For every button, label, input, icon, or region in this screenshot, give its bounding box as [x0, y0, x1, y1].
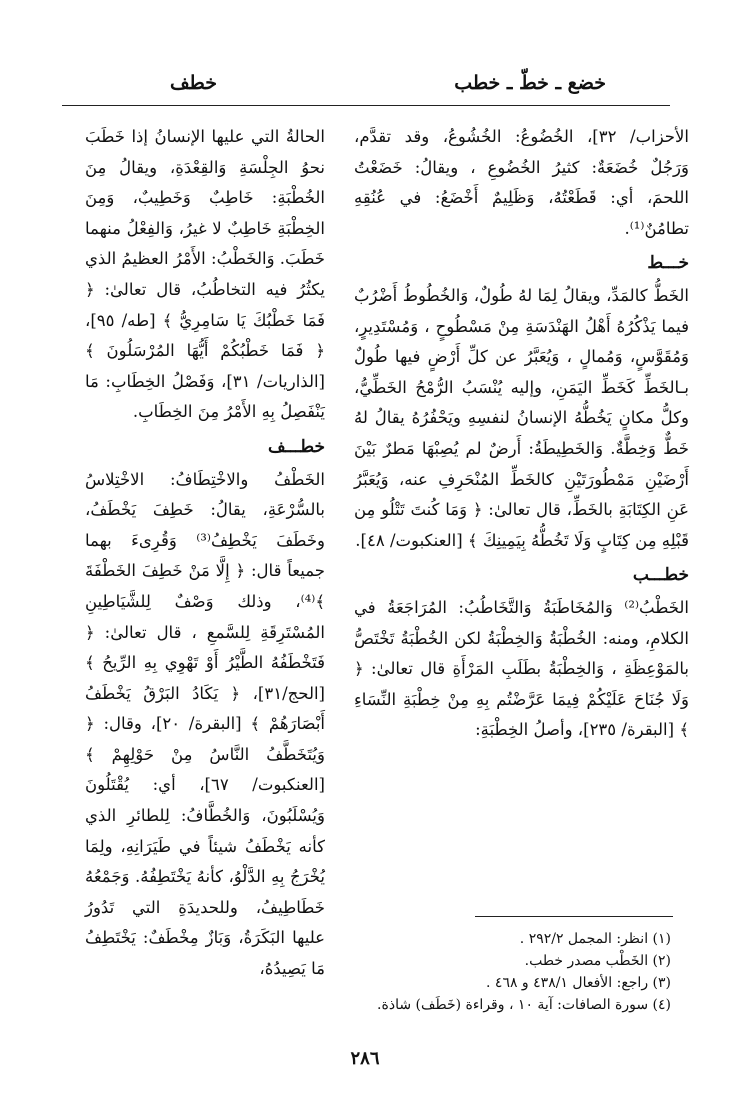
- paragraph: الحالةُ التي عليها الإنسانُ إذا خَطَبَ نحوُ الجِلْسَةِ وَالقِعْدَةِ، ويقالُ مِنَ الخُطْبَةِ: خَاطِبٌ وَخَطِيبٌ، وَمِنَ الخِطْبَةِ خَاطِبٌ لا غيرُ، وَالفِعْلُ منهما خَطَبَ. وَالخَطْبُ: الأَمْرُ العظيمُ الذي يكثُرُ فيه التخاطُبُ، قال تعالىٰ: ﴿ فَمَا خَطْبُكَ يَا سَامِرِيُّ ﴾ [طه/ ٩٥]، ﴿ فَمَا خَطْبُكُمْ أَيُّهَا المُرْسَلُونَ ﴾ [الذاريات/ ٣١]، وَفَصْلُ الخِطَابِ: مَا يَنْفَصِلُ بِهِ الأَمْرُ مِنَ الخِطَابِ.: [85, 127, 325, 422]
- footnote: (٣) راجع: الأفعال ٤٣٨/١ و ٤٦٨ .: [486, 975, 671, 991]
- running-header-right: خضع ـ خطّ ـ خطب: [454, 72, 606, 94]
- footnote: (٤) سورة الصافات: آية ١٠ ، وقراءة (خَطَف) شاذة.: [377, 997, 671, 1013]
- paragraph: الخَطُّ كالمَدِّ، ويقالُ لِمَا لهُ طُولٌ، وَالخُطُوطُ أَضْرُبٌ فيما يَذْكُرُهُ أَهْلُ الهَنْدَسَةِ مِنْ مَسْطُوحٍ ، وَمُسْتَدِيرٍ، وَمُقَوَّسٍ، وَمُمالٍ ، وَيُعَبَّرُ عن كلِّ أَرْضٍ فيها طُولٌ بـالخَطِّ كَخَطِّ اليَمَنِ، وإليه يُنْسَبُ الرُّمْحُ الخَطِّيُّ، وكلُّ مكانٍ يَخُطُّهُ الإنسانُ لنفسِهِ ويَحْفُرُهُ يقالُ لهُ خَطٌّ وَخِطَّةٌ. وَالخَطِيطَةُ: أَرضٌ لم يُصِبْهَا مَطرٌ بَيْنَ أَرْضَيْنِ مَمْطُورَتَيْنِ كالخَطِّ المُنْحَرِفِ عنه، وَيُعَبَّرُ عَنِ الكِتَابَةِ بالخَطِّ، قال تعالىٰ: ﴿ وَمَا كُنتَ تَتْلُو مِن قَبْلِهِ مِن كِتَابٍ وَلَا تَخُطُّهُ بِيَمِينِكَ ﴾ [العنكبوت/ ٤٨].: [354, 285, 689, 550]
- entry-heading-khatt: خـــط: [647, 253, 689, 274]
- entry-heading-khatb: خطـــب: [632, 565, 689, 586]
- footnote-rule: [475, 916, 673, 917]
- right-column: [354, 122, 689, 746]
- footnote: (١) انظر: المجمل ٢٩٢/٢ .: [519, 931, 671, 947]
- paragraph: الأحزاب/ ٣٢]، الخُضُوعُ: الخُشُوعُ، وقد تقدَّم، وَرَجُلٌ خُضَعَةٌ: كثيرُ الخُضُوعِ ، ويقالُ: خَضَعْتُ اللحمَ، أي: قَطَعْتُهُ، وَظَلِيمٌ أَخْضَعُ: في عُنُقِهِ تطامُنٌ⁽¹⁾.: [354, 127, 689, 238]
- paragraph: الخَطْبُ⁽²⁾ وَالمُخَاطَبَةُ وَالتَّخَاطُبُ: المُرَاجَعَةُ في الكلامِ، ومنه: الخُطْبَةُ وَالخِطْبَةُ لكن الخُطْبَةُ تَخْتَصُّ بالمَوْعِظَةِ ، وَالخِطْبَةُ بطَلَبِ المَرْأَةِ قال تعالىٰ: ﴿ وَلَا جُنَاحَ عَلَيْكُمْ فِيمَا عَرَّضْتُم بِهِ مِنْ خِطْبَةِ النِّسَاءِ ﴾ [البقرة/ ٢٣٥]، وأصلُ الخِطْبَةِ:: [354, 597, 689, 740]
- entry-heading-khatf: خطـــف: [268, 436, 325, 457]
- header-rule: [62, 105, 670, 106]
- paragraph: الخَطْفُ والاخْتِطَافُ: الاخْتِلاسُ بالسُّرْعَةِ، يقالُ: خَطِفَ يَخْطَفُ، وخَطَفَ يَخْطِفُ⁽³⁾ وَقُرِىءَ بهما جميعاً قال: ﴿ إِلَّا مَنْ خَطِفَ الخَطْفَةَ ﴾⁽⁴⁾، وذلك وَصْفٌ لِلشَّيَاطِينِ المُسْتَرِقَةِ لِلسَّمعِ ، قال تعالىٰ: ﴿ فَتَخْطَفُهُ الطَّيْرُ أَوْ تَهْوِي بِهِ الرِّيحُ ﴾ [الحج/٣١]، ﴿ يَكَادُ البَرْقُ يَخْطَفُ أَبْصَارَهُمْ ﴾ [البقرة/ ٢٠]، وقال: ﴿ وَيُتَخَطَّفُ النَّاسُ مِنْ حَوْلِهِمْ ﴾ [العنكبوت/ ٦٧]، أي: يُقْتَلُونَ وَيُسْلَبُونَ، وَالخُطَّافُ: لِلطائرِ الذي كأنه يَخْطَفُ شيئاً في طَيَرَانِهِ، ولِمَا يُخْرَجُ بِهِ الدَّلْوُ، كأنهُ يَخْتَطِفُهُ. وَجَمْعُهُ خَطَاطِيفُ، وللحديدَةِ التي تَدُورُ عليها البَكَرَةُ، وَبَازٌ مِخْطَفٌ: يَخْتَطِفُ مَا يَصِيدُهُ،: [85, 469, 325, 979]
- footnotes: [191, 928, 671, 1016]
- footnote: (٢) الخَطْب مصدر خطب.: [524, 953, 671, 969]
- running-header-left: خطف: [170, 72, 217, 94]
- page-number: ٢٨٦: [350, 1048, 380, 1069]
- left-column: [85, 122, 325, 985]
